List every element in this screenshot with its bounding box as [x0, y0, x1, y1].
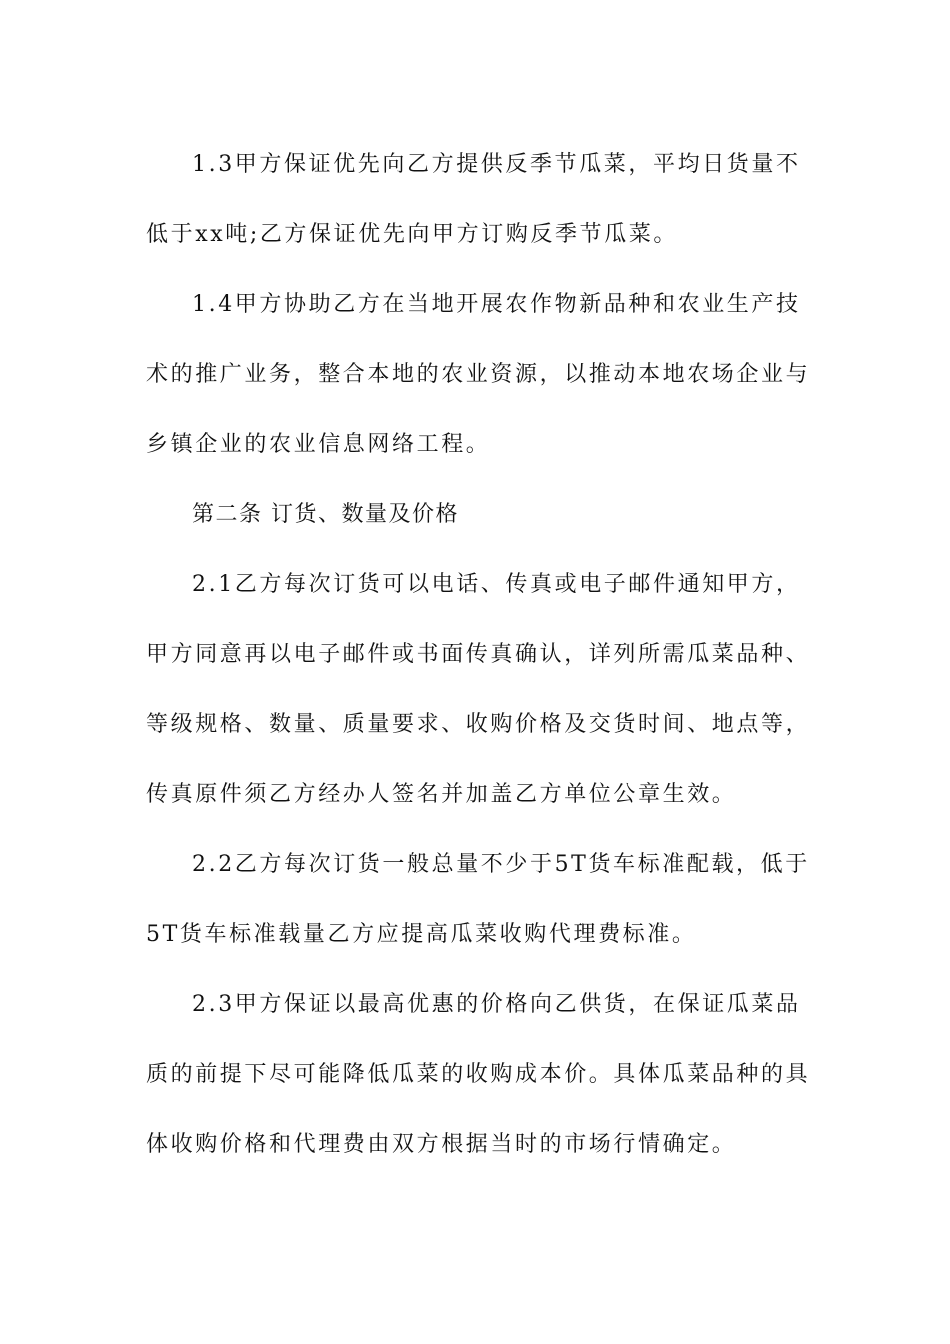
- paragraph-2-3-line-1: 2.3甲方保证以最高优惠的价格向乙供货，在保证瓜菜品: [192, 992, 801, 1017]
- paragraph-2-3-line-3: 体收购价格和代理费由双方根据当时的市场行情确定。: [146, 1132, 737, 1157]
- paragraph-2-1-line-4: 传真原件须乙方经办人签名并加盖乙方单位公章生效。: [146, 782, 737, 807]
- paragraph-1-3-line-2: 低于xx吨;乙方保证优先向甲方订购反季节瓜菜。: [146, 222, 679, 247]
- paragraph-2-3-line-2: 质的前提下尽可能降低瓜菜的收购成本价。具体瓜菜品种的具: [146, 1062, 811, 1087]
- paragraph-1-4-line-2: 术的推广业务，整合本地的农业资源，以推动本地农场企业与: [146, 362, 811, 387]
- paragraph-2-1-line-1: 2.1乙方每次订货可以电话、传真或电子邮件通知甲方，: [192, 572, 801, 597]
- paragraph-2-2-line-2: 5T货车标准载量乙方应提高瓜菜收购代理费标准。: [146, 922, 697, 947]
- paragraph-1-3-line-1: 1.3甲方保证优先向乙方提供反季节瓜菜，平均日货量不: [192, 152, 801, 177]
- section-heading-article-2: 第二条 订货、数量及价格: [192, 502, 459, 527]
- document-body: [146, 130, 811, 1180]
- paragraph-1-4-line-1: 1.4甲方协助乙方在当地开展农作物新品种和农业生产技: [192, 292, 801, 317]
- paragraph-2-1-line-3: 等级规格、数量、质量要求、收购价格及交货时间、地点等，: [146, 712, 811, 737]
- paragraph-1-4-line-3: 乡镇企业的农业信息网络工程。: [146, 432, 491, 457]
- paragraph-2-1-line-2: 甲方同意再以电子邮件或书面传真确认，详列所需瓜菜品种、: [146, 642, 811, 667]
- paragraph-2-2-line-1: 2.2乙方每次订货一般总量不少于5T货车标准配载，低于: [192, 852, 810, 877]
